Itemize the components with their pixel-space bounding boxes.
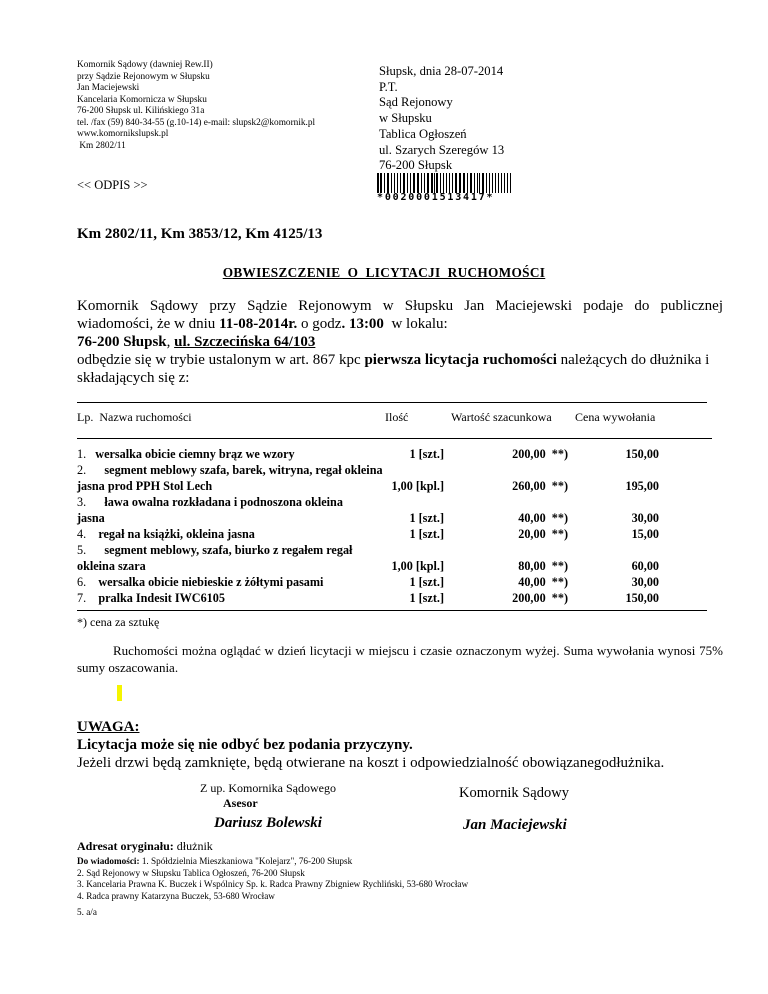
recipient-line: Sąd Rejonowy <box>379 95 453 110</box>
warning-heading: UWAGA: <box>77 719 140 735</box>
row-value: 40,00 **) <box>518 575 568 589</box>
intro-line-1: Komornik Sądowy przy Sądzie Rejonowym w Słupsku Jan Maciejewski podaje do publicznej <box>77 298 723 314</box>
warning-line-1: Licytacja może się nie odbyć bez podania przyczyny. <box>77 737 413 753</box>
sender-line: tel. /fax (59) 840-34-55 (g.10-14) e-mail: slupsk2@komornik.pl <box>77 117 316 128</box>
row-price: 30,00 <box>631 575 659 589</box>
row-name-continued: jasna <box>77 511 105 525</box>
row-value: 20,00 **) <box>518 527 568 541</box>
table-rule-header <box>77 438 712 439</box>
table-row <box>77 527 255 542</box>
barcode-bars <box>377 173 511 193</box>
intro-text: , <box>166 334 175 350</box>
intro-text: należących do dłużnika i <box>556 352 710 368</box>
signature-right-role: Komornik Sądowy <box>459 785 569 801</box>
recipient-line: P.T. <box>379 79 398 94</box>
auction-type: pierwsza licytacja ruchomości <box>364 352 557 368</box>
row-price: 195,00 <box>625 479 659 493</box>
row-number: 2. <box>77 463 87 477</box>
row-number: 4. <box>77 527 87 541</box>
row-price: 150,00 <box>625 591 659 605</box>
row-value: 200,00 **) <box>512 591 568 605</box>
list-item: 5. a/a <box>77 907 97 917</box>
intro-text: odbędzie się w trybie ustalonym w art. 867 kpc <box>77 352 365 368</box>
table-row <box>77 591 225 606</box>
table-header-price: Cena wywołania <box>575 410 656 424</box>
list-item <box>77 856 468 868</box>
barcode <box>377 173 511 203</box>
page-title: OBWIESZCZENIE O LICYTACJI RUCHOMOŚCI <box>222 265 546 280</box>
table-rule-top <box>77 402 707 403</box>
row-qty: 1 [szt.] <box>409 511 444 525</box>
row-value: 260,00 **) <box>512 479 568 493</box>
signature-right-name: Jan Maciejewski <box>463 817 567 833</box>
recipient-line: Słupsk, dnia 28-07-2014 <box>379 64 504 78</box>
row-name: ława owalna rozkładana i podnoszona okleina <box>104 495 343 509</box>
table-row <box>77 447 295 462</box>
viewing-paragraph <box>77 642 723 676</box>
table-header-qty: Ilość <box>385 410 409 424</box>
sender-line: Jan Maciejewski <box>77 83 140 93</box>
row-price: 30,00 <box>631 511 659 525</box>
table-row <box>77 463 383 478</box>
viewing-text: Ruchomości można oglądać w dzień licytacji w miejscu i czasie oznaczonym wyżej. Suma wywołania wynosi 75% sumy oszacowania. <box>77 643 723 675</box>
intro-line-2 <box>77 315 723 333</box>
row-qty: 1 [szt.] <box>409 527 444 541</box>
barcode-text: *0020001513417* <box>377 192 495 203</box>
intro-line-3 <box>77 333 723 351</box>
intro-line-4 <box>77 351 723 369</box>
distribution-list <box>77 856 468 919</box>
table-row <box>77 543 352 558</box>
sender-line: www.komornikslupsk.pl <box>77 129 169 139</box>
odpis-label: << ODPIS >> <box>77 178 148 192</box>
intro-text: w lokalu: <box>383 316 448 332</box>
intro-line-5: składających się z: <box>77 370 190 386</box>
row-number: 7. <box>77 591 87 605</box>
row-price: 15,00 <box>631 527 659 541</box>
list-item: 3. Kancelaria Prawna K. Buczek i Wspólnicy Sp. k. Radca Prawny Zbigniew Rychliński, 53-680 Wrocław <box>77 879 469 889</box>
row-name-continued: jasna prod PPH Stol Lech <box>77 479 213 493</box>
signature-left-role: Z up. Komornika Sądowego <box>200 781 336 795</box>
location-street: ul. Szczecińska 64/103 <box>174 334 316 350</box>
recipient-line: 76-200 Słupsk <box>379 158 453 173</box>
row-value: 80,00 **) <box>518 559 568 573</box>
list-item: 4. Radca prawny Katarzyna Buczek, 53-680 Wrocław <box>77 890 275 901</box>
row-number: 6. <box>77 575 87 589</box>
sender-line: Kancelaria Komornicza w Słupsku <box>77 94 207 105</box>
row-price: 150,00 <box>625 447 659 461</box>
addressee-label: Adresat oryginału: <box>77 839 174 853</box>
table-row <box>77 495 343 510</box>
row-number: 5. <box>77 543 87 557</box>
row-qty: 1 [szt.] <box>409 575 444 589</box>
sender-line: Komornik Sądowy (dawniej Rew.II) <box>77 60 213 70</box>
case-numbers: Km 2802/11, Km 3853/12, Km 4125/13 <box>77 226 323 242</box>
signature-left-title: Asesor <box>223 796 258 810</box>
signature-left <box>200 782 336 810</box>
row-number: 1. <box>77 447 87 461</box>
warning-block <box>77 718 664 772</box>
addressee-value: dłużnik <box>173 839 213 853</box>
table-header-lp-name: Lp. Nazwa ruchomości <box>77 410 192 424</box>
recipient-line: ul. Szarych Szeregów 13 <box>379 142 505 157</box>
table-header-value: Wartość szacunkowa <box>451 410 552 424</box>
row-name: wersalka obicie ciemny brąz we wzory <box>95 447 295 461</box>
row-number: 3. <box>77 495 87 509</box>
highlight-marker <box>117 685 122 701</box>
sender-line: 76-200 Słupsk ul. Kilińskiego 31a <box>77 106 205 116</box>
row-name: segment meblowy szafa, barek, witryna, regał okleina <box>104 463 383 477</box>
distribution-label: Do wiadomości: <box>77 856 140 866</box>
table-rule-bottom <box>77 610 707 611</box>
footnote: *) cena za sztukę <box>77 615 160 629</box>
row-value: 40,00 **) <box>518 511 568 525</box>
intro-text: . <box>341 316 349 332</box>
recipient-block <box>379 64 504 174</box>
sender-block <box>77 60 315 152</box>
list-item: 2. Sąd Rejonowy w Słupsku Tablica Ogłoszeń, 76-200 Słupsk <box>77 867 305 878</box>
intro-paragraph <box>77 297 723 387</box>
sender-line: Km 2802/11 <box>77 140 126 151</box>
row-qty: 1 [szt.] <box>409 591 444 605</box>
row-name: regał na książki, okleina jasna <box>98 527 255 541</box>
auction-date: 11-08-2014r. <box>219 316 298 332</box>
auction-time: 13:00 <box>348 316 384 332</box>
row-price: 60,00 <box>631 559 659 573</box>
distribution-item: 1. Spółdzielnia Mieszkaniowa "Kolejarz", 76-200 Słupsk <box>139 856 353 866</box>
signature-left-name: Dariusz Bolewski <box>214 815 322 831</box>
row-name-continued: okleina szara <box>77 559 146 573</box>
row-name: segment meblowy, szafa, biurko z regałem regał <box>104 543 353 557</box>
sender-line: przy Sądzie Rejonowym w Słupsku <box>77 71 210 82</box>
location-city: 76-200 Słupsk <box>77 334 167 350</box>
row-name: wersalka obicie niebieskie z żółtymi pasami <box>98 575 324 589</box>
warning-line-2: Jeżeli drzwi będą zamknięte, będą otwierane na koszt i odpowiedzialność obowiązanegodłużnika. <box>77 755 665 771</box>
row-qty: 1,00 [kpl.] <box>391 479 444 493</box>
row-value: 200,00 **) <box>512 447 568 461</box>
addressee <box>77 839 213 854</box>
table-row <box>77 575 323 590</box>
intro-text: wiadomości, że w dniu <box>77 316 220 332</box>
intro-text: o godz <box>297 316 342 332</box>
row-qty: 1,00 [kpl.] <box>391 559 444 573</box>
row-qty: 1 [szt.] <box>409 447 444 461</box>
recipient-line: w Słupsku <box>379 111 432 126</box>
row-name: pralka Indesit IWC6105 <box>98 591 225 605</box>
recipient-line: Tablica Ogłoszeń <box>379 126 467 141</box>
